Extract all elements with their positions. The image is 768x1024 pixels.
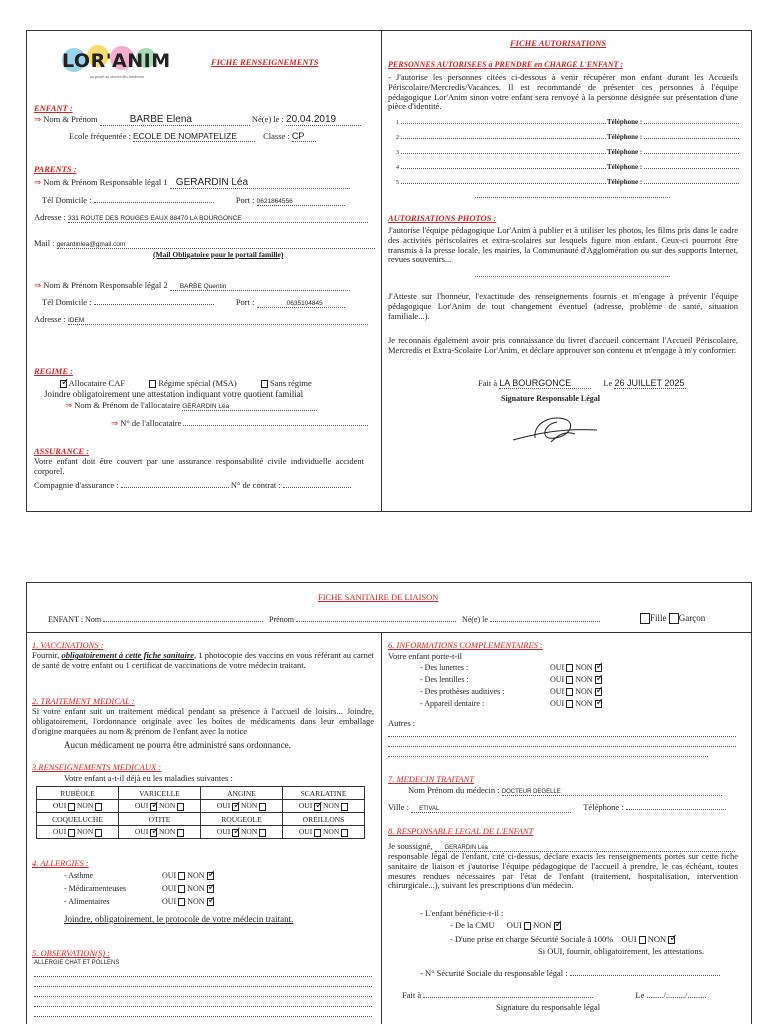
autres-line xyxy=(388,727,736,737)
oui-label: OUI xyxy=(134,801,149,811)
fiche-autorisations-title: FICHE AUTORISATIONS xyxy=(510,38,607,48)
sanitaire-fait-label: Fait à xyxy=(402,990,422,1000)
personne-row-4 xyxy=(396,163,741,178)
info-row xyxy=(420,675,602,687)
otite-oui-checkbox[interactable] xyxy=(150,829,157,837)
alimentaires-oui-checkbox[interactable] xyxy=(178,898,185,906)
tel-label-3: Téléphone : xyxy=(607,148,643,156)
cmu-row xyxy=(450,920,561,930)
non-label: NON xyxy=(322,827,340,837)
oreillons-non-checkbox[interactable] xyxy=(341,829,348,837)
autres-line xyxy=(388,747,708,757)
personne-row-1 xyxy=(396,118,741,133)
personnes-heading: PERSONNES AUTORISEES à PRENDRE en CHARGE L'ENFANT : xyxy=(388,60,624,69)
msa-checkbox[interactable] xyxy=(149,380,156,388)
mail-row xyxy=(34,238,375,249)
medecin-ville-field[interactable] xyxy=(411,802,571,813)
non-label: NON xyxy=(575,663,593,672)
fait-a-value: LA BOURGONCE xyxy=(499,378,572,388)
oui-label: OUI xyxy=(550,687,565,696)
resp2-tel-row xyxy=(42,297,345,308)
secu-non-checkbox[interactable] xyxy=(668,936,675,944)
si-oui-text: Si OUI, fournir, obligatoirement, les attestations. xyxy=(538,946,705,956)
info-label: - Des lentilles : xyxy=(420,675,469,684)
oui-label: OUI xyxy=(52,827,67,837)
autres-label: Autres : xyxy=(388,718,416,728)
vaccinations-text xyxy=(32,651,374,671)
num-allocataire-row: ⇒ N° de l'allocataire xyxy=(111,418,368,429)
non-label: NON xyxy=(240,827,258,837)
fiche-sanitaire-title: FICHE SANITAIRE DE LIAISON xyxy=(318,592,439,602)
lunettes-non-checkbox[interactable] xyxy=(595,664,602,672)
enfant-ne-label: Né(e) le : xyxy=(251,114,284,124)
non-label: NON xyxy=(240,801,258,811)
maladies-table xyxy=(36,786,365,839)
allocataire-value: GERARDIN Léa xyxy=(182,403,230,410)
resp2-field[interactable] xyxy=(170,280,350,291)
assurance-heading: ASSURANCE : xyxy=(34,446,90,456)
observation-line xyxy=(34,967,372,977)
alimentaires-non-checkbox[interactable] xyxy=(207,898,214,906)
vacc-text-bold: obligatoirement à cette fiche sanitaire xyxy=(61,650,194,660)
enfant-nom-value: BARBE Elena xyxy=(129,114,192,125)
personne-field-3[interactable] xyxy=(401,153,606,154)
row-num-2: 2 xyxy=(396,135,399,141)
varicelle-non-checkbox[interactable] xyxy=(177,803,184,811)
non-label: NON xyxy=(575,687,593,696)
responsable-heading: 8. RESPONSABLE LEGAL DE L'ENFANT xyxy=(388,826,534,836)
sanitaire-fait-field[interactable] xyxy=(423,997,593,998)
fiche-renseignements-title: FICHE RENSEIGNEMENTS xyxy=(211,57,319,67)
msa-label: Régime spécial (MSA) xyxy=(158,378,237,388)
adresse-field-1[interactable] xyxy=(68,212,368,223)
varicelle-oui-checkbox[interactable] xyxy=(150,803,157,811)
medecin-tel-label: Téléphone : xyxy=(583,802,624,812)
maladie-choice xyxy=(201,800,283,813)
caf-checkbox[interactable] xyxy=(60,380,67,388)
medecin-nom-field[interactable] xyxy=(502,785,722,796)
protheses-oui-checkbox[interactable] xyxy=(566,688,573,696)
compagnie-label: Compagnie d'assurance : xyxy=(34,480,119,490)
lunettes-oui-checkbox[interactable] xyxy=(566,664,573,672)
oui-label: OUI xyxy=(298,801,313,811)
oui-label: OUI xyxy=(550,663,565,672)
oui-label: OUI xyxy=(216,801,231,811)
num-secu-label: - N° Sécurité Sociale du responsable légal : xyxy=(420,968,568,978)
angine-non-checkbox[interactable] xyxy=(259,803,266,811)
top-page-divider xyxy=(381,30,382,512)
oui-label: OUI xyxy=(52,801,67,811)
allocataire-row: ⇒ Nom & Prénom de l'allocataire GERARDIN Léa xyxy=(65,400,317,411)
protheses-non-checkbox[interactable] xyxy=(595,688,602,696)
medecin-heading: 7. MEDECIN TRAITANT xyxy=(388,774,475,784)
mail-label: Mail : xyxy=(34,238,55,248)
maladie-choice xyxy=(201,826,283,839)
coqueluche-non-checkbox[interactable] xyxy=(95,829,102,837)
sans-regime-label: Sans régime xyxy=(269,378,312,388)
coqueluche-oui-checkbox[interactable] xyxy=(68,829,75,837)
oreillons-oui-checkbox[interactable] xyxy=(314,829,321,837)
logo-tagline: un projet au service des territoires xyxy=(90,74,145,79)
sanitaire-le-label: Le ......../........./......... xyxy=(635,990,707,1000)
signature-drawing xyxy=(505,408,605,448)
observation-line xyxy=(34,1007,372,1017)
row-num-1: 1 xyxy=(396,120,399,126)
medicamenteuses-oui-checkbox[interactable] xyxy=(178,885,185,893)
asthme-non-checkbox[interactable] xyxy=(207,872,214,880)
traitement-text: Si votre enfant suit un traitement médical pendant sa présence à l'accueil de loisirs... Joindre, obligatoirement, l'ordonnance originale avec les boîtes de médicaments dans leur emballage d'origine marquées au nom & prénom de l'enfant avec la notice xyxy=(32,706,374,736)
port-field-1[interactable] xyxy=(257,195,345,206)
oui-label: OUI xyxy=(162,884,177,893)
allergie-row xyxy=(64,884,214,897)
maladie-name: OREILLONS xyxy=(283,813,365,826)
lentilles-oui-checkbox[interactable] xyxy=(566,676,573,684)
personne-row-5 xyxy=(396,178,741,193)
garcon-label: Garçon xyxy=(678,613,706,623)
oui-label: OUI xyxy=(621,934,637,944)
medecin-tel-field[interactable] xyxy=(626,809,726,810)
row-num-5: 5 xyxy=(396,180,399,186)
resp2-adresse-row xyxy=(34,314,368,325)
personnes-rows xyxy=(396,118,741,193)
infos-intro: Votre enfant porte-t-il xyxy=(388,651,462,661)
autres-line xyxy=(388,737,736,747)
sanitaire-fait-row xyxy=(402,990,706,1000)
non-label: NON xyxy=(322,801,340,811)
oui-label: OUI xyxy=(506,920,522,930)
sanitaire-prenom-label: Prénom xyxy=(269,615,294,624)
row-num-4: 4 xyxy=(396,165,399,171)
renseignements-heading: 3.RENSEIGNEMENTS MEDICAUX : xyxy=(32,762,162,772)
port-label-2: Port : xyxy=(235,297,255,307)
allocataire-field[interactable] xyxy=(182,400,317,411)
sanitaire-nom-field[interactable] xyxy=(103,621,263,622)
tel-field-1[interactable] xyxy=(644,123,739,124)
otite-non-checkbox[interactable] xyxy=(177,829,184,837)
num-allocataire-label: N° de l'allocataire xyxy=(120,418,182,428)
non-label: NON xyxy=(647,934,667,944)
maladie-name: RUBÉOLE xyxy=(37,787,119,800)
oui-label: OUI xyxy=(550,699,565,708)
scarlatine-oui-checkbox[interactable] xyxy=(314,803,321,811)
info-row xyxy=(420,663,602,675)
sanitaire-nom-label: ENFANT : Nom xyxy=(48,615,102,624)
port2-value: 0635104845 xyxy=(286,300,323,307)
le-field[interactable] xyxy=(614,378,686,389)
tel-label-5: Téléphone : xyxy=(607,178,643,186)
vacc-text2: , 1 photocopie des vaccins en vous référant au carnet de santé de votre enfant ou 1 certificat de vaccinations de votre médecin traitant. xyxy=(32,650,374,670)
logo-text: LOR'ANIM xyxy=(62,50,171,72)
adresse2-value: IDEM xyxy=(68,317,85,324)
regime-heading: REGIME : xyxy=(34,366,73,376)
port-field-2[interactable] xyxy=(257,297,345,308)
maladie-name: OTITE xyxy=(119,813,201,826)
rougeole-non-checkbox[interactable] xyxy=(259,829,266,837)
non-label: NON xyxy=(158,827,176,837)
sanitaire-prenom-field[interactable] xyxy=(296,621,456,622)
allergie-label: - Alimentaires xyxy=(64,897,110,906)
mail-value: gerardinlea@gmail.com xyxy=(56,241,126,248)
enfant-nom-label: Nom & Prénom xyxy=(43,114,98,124)
maladie-choice xyxy=(119,826,201,839)
cmu-oui-checkbox[interactable] xyxy=(524,922,531,930)
tel-field-2[interactable] xyxy=(644,138,739,139)
sanitaire-header-line xyxy=(26,632,752,633)
non-label: NON xyxy=(533,920,552,930)
mail-note-text: (Mail Obligatoire pour le portail famille) xyxy=(153,250,284,259)
maladie-choice xyxy=(283,800,365,813)
tel-dom-field-1[interactable] xyxy=(94,202,214,203)
non-label: NON xyxy=(575,675,593,684)
oui-label: OUI xyxy=(134,827,149,837)
non-label: NON xyxy=(575,699,593,708)
maladie-choice xyxy=(119,800,201,813)
tel-dom-label-2: Tél Domicile : xyxy=(42,297,92,307)
maladie-name: ANGINE xyxy=(201,787,283,800)
observations-value: ALLERGIE CHAT ET POLLENS xyxy=(34,960,120,966)
vacc-text1: Fournir, xyxy=(32,650,62,660)
resp1-adresse-row xyxy=(34,212,368,223)
adresse1-value: 331 ROUTE DES ROUGES EAUX 88470 LA BOURGONCE xyxy=(68,215,242,222)
autres-lines[interactable] xyxy=(388,727,736,757)
ecole-value: ECOLE DE NOMPATELIZE xyxy=(132,131,238,141)
enfant-nom-field[interactable] xyxy=(100,114,250,126)
oui-label: OUI xyxy=(216,827,231,837)
vaccinations-heading: 1. VACCINATIONS : xyxy=(32,640,104,650)
classe-field[interactable] xyxy=(292,131,316,142)
loranim-logo xyxy=(60,42,171,82)
resp2-row: ⇒ Nom & Prénom Responsable légal 2 BARBE Quentin xyxy=(34,280,350,291)
maladie-choice xyxy=(283,826,365,839)
sanitaire-enfant-row xyxy=(48,615,600,624)
enfant-ne-field[interactable] xyxy=(286,114,361,126)
non-label: NON xyxy=(187,884,205,893)
resp1-value: GERARDIN Léa xyxy=(175,177,249,188)
sanitaire-signature-label: Signature du responsable légal xyxy=(496,1002,601,1012)
tel-label-1: Téléphone : xyxy=(607,118,643,126)
cmu-non-checkbox[interactable] xyxy=(554,922,561,930)
reconnais-text: Je reconnais également avoir pris connaissance du livret d'accueil concernant l'Accueil Périscolaire, Mercredis et Extra-Scolaire Lor'Anim, et déclare approuver son contenu et m'engage à m'y conformer. xyxy=(388,335,738,355)
contrat-label: N° de contrat : xyxy=(230,480,281,490)
port1-value: 0621864556 xyxy=(256,198,293,205)
non-label: NON xyxy=(187,871,205,880)
info-label: - Des lunettes : xyxy=(420,663,469,672)
responsable-text: responsable légal de l'enfant, cité ci-dessus, déclare exacts les renseignements portés sur cette fiche sanitaire de liaison et j'autorise l'équipe pédagogique de l'accueil à prendre, le cas échéant, toutes mesures rendues nécessaires par l'état de l'enfant (traitement, hospitalisation, intervention chirurgicale...), suivant les prescriptions d'un médecin. xyxy=(388,851,738,891)
medecin-ville-row xyxy=(388,802,726,813)
lentilles-non-checkbox[interactable] xyxy=(595,676,602,684)
maladie-choice xyxy=(37,800,119,813)
personne-field-2[interactable] xyxy=(401,138,606,139)
le-label: Le xyxy=(603,378,613,388)
observation-line xyxy=(34,987,372,997)
ecole-field[interactable] xyxy=(133,131,255,142)
allergies-list xyxy=(64,871,214,910)
medecin-ville-label: Ville : xyxy=(388,802,409,812)
caf-label: Allocataire CAF xyxy=(68,378,126,388)
personne-field-5[interactable] xyxy=(401,183,606,184)
oui-label: OUI xyxy=(162,871,177,880)
fait-a-field[interactable] xyxy=(499,378,591,389)
sanitaire-divider xyxy=(381,632,382,1024)
medecin-nom-value: DOCTEUR DEGELLE xyxy=(501,789,561,795)
personne-field-1[interactable] xyxy=(401,123,606,124)
ecole-label: Ecole fréquentée : xyxy=(69,131,131,141)
angine-oui-checkbox[interactable] xyxy=(232,803,239,811)
regime-options-row xyxy=(60,378,312,388)
non-label: NON xyxy=(187,897,205,906)
observations-heading: 5. OBSERVATION(S) : xyxy=(32,948,110,958)
num-allocataire-field[interactable] xyxy=(183,425,368,426)
personne-row-2 xyxy=(396,133,741,148)
oui-label: OUI xyxy=(162,897,177,906)
adresse-label-2: Adresse : xyxy=(34,314,66,324)
tel-label-2: Téléphone : xyxy=(607,133,643,141)
tel-field-4[interactable] xyxy=(644,168,739,169)
tel-dom-label-1: Tél Domicile : xyxy=(42,195,92,205)
oui-label: OUI xyxy=(550,675,565,684)
parents-heading: PARENTS : xyxy=(34,164,77,174)
resp2-label: Nom & Prénom Responsable légal 2 xyxy=(43,280,168,290)
observation-line xyxy=(34,977,372,987)
garcon-checkbox[interactable] xyxy=(669,613,679,624)
sexe-row xyxy=(640,613,705,624)
ecole-row xyxy=(69,131,316,142)
cmu-label: - De la CMU xyxy=(450,920,495,930)
num-secu-row xyxy=(420,968,720,978)
allergie-row xyxy=(64,871,214,884)
personnes-separator xyxy=(475,197,670,198)
allergies-heading: 4. ALLERGIES : xyxy=(32,858,89,868)
maladie-name: SCARLATINE xyxy=(283,787,365,800)
le-value: 26 JUILLET 2025 xyxy=(614,378,685,388)
traitement-heading: 2. TRAITEMENT MEDICAL : xyxy=(32,696,135,706)
allocataire-label: Nom & Prénom de l'allocataire xyxy=(74,400,181,410)
medecin-ville-value: ETIVAL xyxy=(419,806,440,812)
renseignements-intro: Votre enfant a-t-il déjà eu les maladies suivantes : xyxy=(64,773,233,783)
soussigne-value: GERARDIN Léa xyxy=(444,845,488,851)
sans-regime-checkbox[interactable] xyxy=(261,380,268,388)
resp1-field[interactable] xyxy=(170,177,350,189)
dentaire-oui-checkbox[interactable] xyxy=(566,700,573,708)
signature-label: Signature Responsable Légal xyxy=(501,394,600,403)
tel-label-4: Téléphone : xyxy=(607,163,643,171)
scarlatine-non-checkbox[interactable] xyxy=(341,803,348,811)
soussigne-label: Je soussigné, xyxy=(388,841,433,851)
classe-label: Classe : xyxy=(263,131,290,141)
sanitaire-ne-label: Né(e) le xyxy=(461,615,488,624)
rubeole-non-checkbox[interactable] xyxy=(95,803,102,811)
enfant-nom-row: ⇒ Nom & Prénom BARBE Elena Né(e) le : 20.04.2019 xyxy=(34,114,361,126)
personne-field-4[interactable] xyxy=(401,168,606,169)
classe-value: CP xyxy=(291,131,305,141)
rubeole-oui-checkbox[interactable] xyxy=(68,803,75,811)
enfant-ne-value: 20.04.2019 xyxy=(286,114,337,125)
medecin-nom-label: Nom Prénom du médecin : xyxy=(408,785,500,795)
tel-field-3[interactable] xyxy=(644,153,739,154)
tel-field-5[interactable] xyxy=(644,183,739,184)
medecin-nom-row xyxy=(408,785,722,796)
maladie-name: VARICELLE xyxy=(119,787,201,800)
row-num-3: 3 xyxy=(396,150,399,156)
fait-a-row xyxy=(478,378,686,389)
resp2-value: BARBE Quentin xyxy=(179,283,227,290)
adresse-field-2[interactable] xyxy=(68,314,368,325)
allergies-note: Joindre, obligatoirement, le protocole de votre médecin traitant. xyxy=(64,914,294,924)
allergie-label: - Asthme xyxy=(64,871,94,880)
allergie-row xyxy=(64,897,214,910)
non-label: NON xyxy=(76,827,94,837)
oui-label: OUI xyxy=(298,827,313,837)
observation-line xyxy=(34,997,372,1007)
sanitaire-ne-field[interactable] xyxy=(490,621,600,622)
asthme-oui-checkbox[interactable] xyxy=(178,872,185,880)
observations-lines[interactable] xyxy=(34,967,372,1017)
adresse-label-1: Adresse : xyxy=(34,212,66,222)
photos-separator xyxy=(475,276,670,277)
info-row xyxy=(420,699,602,711)
fait-a-label: Fait à xyxy=(478,378,498,388)
beneficie-label: - L'enfant bénéficie-t-il : xyxy=(420,908,504,918)
contrat-field[interactable] xyxy=(283,487,351,488)
allergie-label: - Médicamenteuses xyxy=(64,884,126,893)
info-label: - Appareil dentaire : xyxy=(420,699,485,708)
port-label-1: Port : xyxy=(235,195,255,205)
secu-row xyxy=(450,934,675,944)
info-label: - Des prothèses auditives : xyxy=(420,687,505,696)
assurance-text: Votre enfant doit être couvert par une assurance responsabilité civile individuelle accident corporel. xyxy=(34,456,364,476)
medicamenteuses-non-checkbox[interactable] xyxy=(207,885,214,893)
enfant-heading: ENFANT : xyxy=(34,103,73,113)
photos-text: J'autorise l'équipe pédagogique Lor'Anim à publier et à utiliser les photos, les films pris dans le cadre des activités périscolaires et extra-scolaires sur lesquels figure mon enfant. Ceux-ci pourront être transmis à la presse locale, les mairies, la Communauté d'Agglomération ou sur des supports Internet, revues souvenirs... xyxy=(388,225,738,265)
resp1-tel-row xyxy=(42,195,345,206)
fille-checkbox[interactable] xyxy=(640,613,650,624)
resp1-row: ⇒ Nom & Prénom Responsable légal 1 GERARDIN Léa xyxy=(34,177,350,189)
photos-heading: AUTORISATIONS PHOTOS : xyxy=(388,213,497,223)
compagnie-row xyxy=(34,480,351,490)
mail-note xyxy=(153,250,283,259)
tel-dom-field-2[interactable] xyxy=(94,304,214,305)
resp1-label: Nom & Prénom Responsable légal 1 xyxy=(43,177,168,187)
info-row xyxy=(420,687,602,699)
maladie-name: COQUELUCHE xyxy=(37,813,119,826)
atteste-text: J'Atteste sur l'honneur, l'exactitude des renseignements fournis et m'engage à prévenir l'équipe pédagogique Lor'Anim de tout changement éventuel (adresse, problème de santé, situation familiale...). xyxy=(388,291,738,321)
non-label: NON xyxy=(76,801,94,811)
mail-field[interactable] xyxy=(57,238,375,249)
rougeole-oui-checkbox[interactable] xyxy=(232,829,239,837)
maladie-choice xyxy=(37,826,119,839)
secu-oui-checkbox[interactable] xyxy=(639,936,646,944)
personnes-text: - J'autorise les personnes citées ci-dessous à venir récupérer mon enfant durant les Accueils Périscolaire/Mercredis/Vacances. Il est recommandé de présenter ces personnes à l'équipe pédagogique Lor'Anim sinon votre enfant sera renvoyé à la personne désignée sur présentation d'une pièce d'identité. xyxy=(388,72,738,112)
infos-heading: 6. INFORMATIONS COMPLEMENTAIRES : xyxy=(388,640,543,650)
regime-joindre: Joindre obligatoirement une attestation indiquant votre quotient familial xyxy=(44,389,304,399)
non-label: NON xyxy=(158,801,176,811)
num-secu-field[interactable] xyxy=(570,975,720,976)
compagnie-field[interactable] xyxy=(121,487,229,488)
secu-label: - D'une prise en charge Sécurité Sociale à 100% xyxy=(450,934,614,944)
personne-row-3 xyxy=(396,148,741,163)
fille-label: Fille xyxy=(650,613,667,623)
maladie-name: ROUGEOLE xyxy=(201,813,283,826)
dentaire-non-checkbox[interactable] xyxy=(595,700,602,708)
traitement-note: Aucun médicament ne pourra être administré sans ordonnance. xyxy=(64,740,291,750)
infos-list xyxy=(420,663,602,711)
